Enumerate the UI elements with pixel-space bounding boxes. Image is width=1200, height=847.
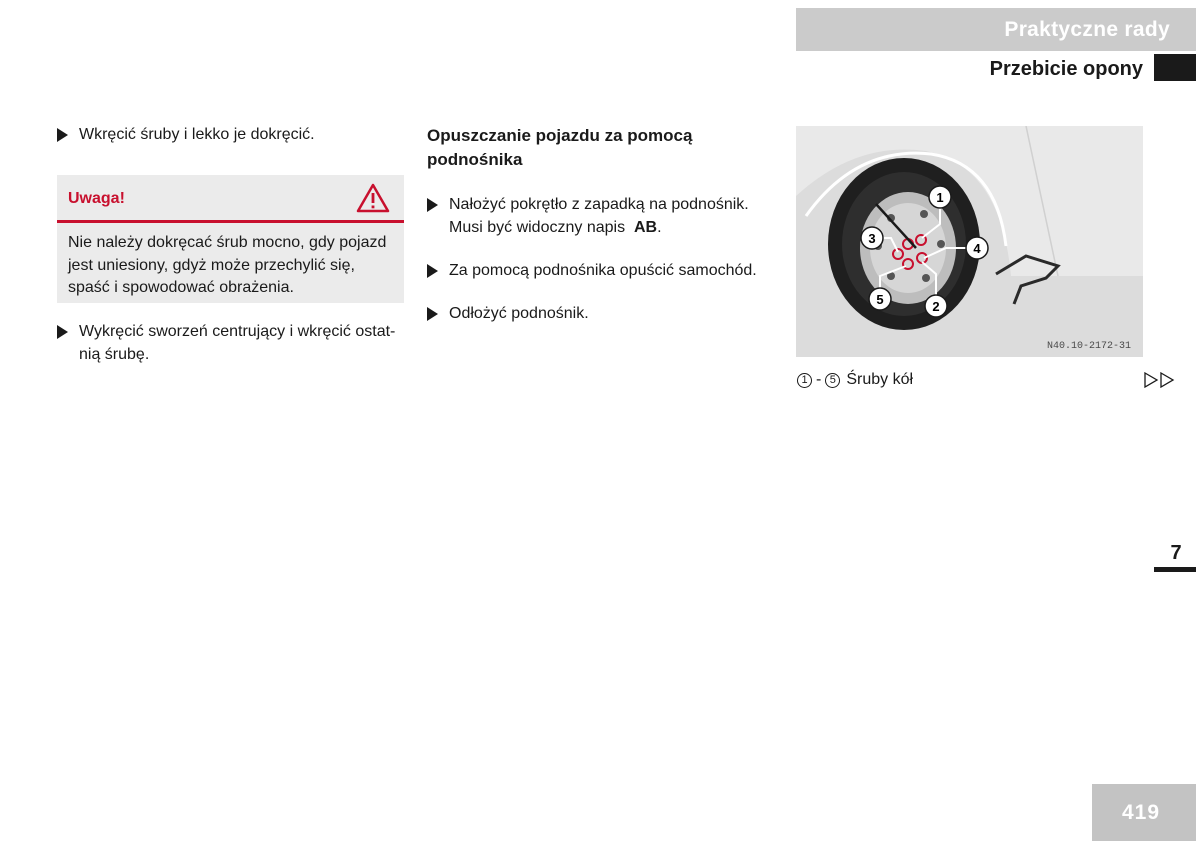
step-text-line1: Wykręcić sworzeń centrujący i wkręcić ostat- bbox=[79, 323, 396, 340]
wheel-drawing bbox=[796, 126, 1143, 357]
step-text: Odłożyć podnośnik. bbox=[449, 305, 589, 322]
step-stow-jack bbox=[427, 303, 787, 326]
callout-4 bbox=[966, 237, 988, 259]
figure-caption bbox=[797, 369, 913, 391]
page-number: 419 bbox=[1092, 784, 1196, 841]
warning-title: Uwaga! bbox=[68, 190, 125, 207]
svg-text:1: 1 bbox=[936, 190, 944, 205]
page-title: Przebicie opony bbox=[989, 58, 1143, 80]
section-header bbox=[796, 8, 1196, 51]
step-text: Wkręcić śruby i lekko je dokręcić. bbox=[79, 126, 315, 143]
image-reference-code: N40.10-2172-31 bbox=[1046, 341, 1131, 352]
wheel-bolts-illustration bbox=[796, 126, 1143, 357]
callout-1 bbox=[929, 186, 951, 208]
step-fit-ratchet bbox=[427, 194, 787, 239]
svg-text:4: 4 bbox=[973, 241, 981, 256]
title-marker-block bbox=[1154, 54, 1196, 81]
step-text-line2: nią śrubę. bbox=[79, 345, 150, 363]
caption-start-number: 1 bbox=[797, 373, 812, 388]
bullet-arrow-icon bbox=[427, 307, 438, 321]
step-tighten-bolts bbox=[57, 124, 407, 147]
bullet-arrow-icon bbox=[57, 325, 68, 339]
svg-text:5: 5 bbox=[876, 292, 884, 307]
section-heading: Opuszczanie pojazdu za pomocą podnośnika bbox=[427, 126, 693, 169]
callout-2 bbox=[925, 295, 947, 317]
caption-dash: - bbox=[816, 371, 822, 388]
bullet-arrow-icon bbox=[57, 128, 68, 142]
chapter-tab-bar bbox=[1154, 567, 1196, 572]
step-text bbox=[79, 321, 395, 366]
callout-5 bbox=[869, 288, 891, 310]
marking-ab: AB bbox=[633, 218, 658, 236]
step-text: Za pomocą podnośnika opuścić samochód. bbox=[449, 262, 757, 279]
callout-3 bbox=[861, 227, 883, 249]
warning-triangle-icon bbox=[356, 183, 390, 213]
bullet-arrow-icon bbox=[427, 198, 438, 212]
warning-divider bbox=[57, 220, 404, 223]
chapter-number: 7 bbox=[1170, 542, 1182, 564]
warning-text: Nie należy dokręcać śrub mocno, gdy pojazd jest uniesiony, gdyż może przechylić się, spaść i spowodować obrażenia. bbox=[68, 234, 387, 296]
svg-text:2: 2 bbox=[932, 299, 940, 314]
bullet-arrow-icon bbox=[427, 264, 438, 278]
step-text-line1: Nałożyć pokrętło z zapadką na podnośnik. bbox=[449, 196, 749, 213]
step-centering-pin bbox=[57, 321, 407, 366]
caption-end-number: 5 bbox=[825, 373, 840, 388]
warning-box bbox=[57, 175, 404, 303]
svg-text:3: 3 bbox=[868, 231, 876, 246]
step-text-line2: Musi być widoczny napis bbox=[449, 218, 626, 236]
double-triangle-right-icon bbox=[1144, 372, 1176, 388]
step-text: Nałożyć pokrętło z zapadką na podnośnik. Musi być widoczny napis AB. bbox=[449, 196, 749, 236]
section-title: Praktyczne rady bbox=[1004, 17, 1170, 41]
caption-text: Śruby kół bbox=[846, 371, 914, 388]
step-lower-vehicle bbox=[427, 260, 787, 283]
